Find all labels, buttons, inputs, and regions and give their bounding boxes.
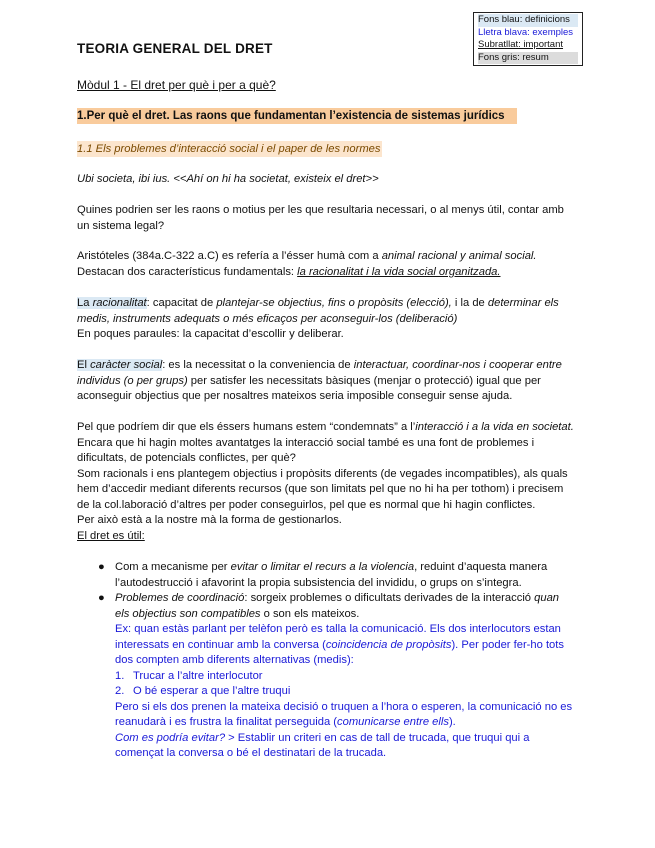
text-run-italic: determinar els medis, instruments adequats o més eficaços per aconseguir-los (deliberació) xyxy=(77,297,559,325)
text-run-important: la racionalitat i la vida social organitzada. xyxy=(297,265,501,278)
legend-box xyxy=(473,12,583,66)
text-run: Destacan dos característicus fundamentals: xyxy=(77,265,298,278)
text-run-italic: plantejar-se objectius, fins o propòsits (elecció), xyxy=(216,297,452,309)
motto: Ubi societa, ibi ius. <<Ahí on hi ha societat, existeix el dret>> xyxy=(77,173,379,185)
example-block: Pero si els dos prenen la mateixa decisió o truquen a l’hora o esperen, la comunicació no es reanudarà i es frustra la finalitat perseguida (comunicarse entre ells). Com es podría evitar? > Establir un criteri en cas de tall de trucada, que truqui qui a començat la conversa o bé el destinatari de la trucada. xyxy=(115,700,573,759)
legend-important: Subratllat: important xyxy=(478,39,564,50)
text-run: Per això està a la nostre mà la forma de gestionarlos. xyxy=(77,514,342,526)
text-run-important: El dret es útil: xyxy=(77,529,145,542)
text-run: i la de xyxy=(451,297,488,309)
module-heading: Mòdul 1 - El dret per què i per a què? xyxy=(77,78,276,92)
section-heading: 1.Per què el dret. Las raons que fundamentan l’existencia de sistemas jurídics xyxy=(77,108,517,124)
page-title: TEORIA GENERAL DEL DRET xyxy=(77,41,273,56)
condemned-paragraph xyxy=(77,420,577,544)
legend-summary: Fons gris: resum xyxy=(478,52,578,65)
text-run: Pel que podríem dir que els éssers humans estem “condemnats” a l’ xyxy=(77,421,416,433)
list-item: 2. O bé esperar a que l’altre truqui xyxy=(115,685,291,697)
legend-definitions: Fons blau: definicions xyxy=(478,14,578,27)
text-run-italic: interactuar, coordinar-nos i cooperar entre individus (o per grups) xyxy=(77,359,562,387)
list-item: ● Problemes de coordinació: sorgeix problemes o dificultats derivades de la interacció quan els objectius son compatibles o son els mateixos. xyxy=(98,592,560,620)
definition-highlight: La racionalitat xyxy=(77,297,147,309)
bullet-icon: ● xyxy=(98,561,105,573)
list-item: ● Com a mecanisme per evitar o limitar el recurs a la violencia, reduint d’aquesta manera l’autodestrucció i afavorint la propia subsistencia del invididu, o grups on s’integra. xyxy=(98,561,548,589)
social-paragraph xyxy=(77,358,577,405)
intro-paragraph: Quines podrien ser les raons o motius per les que resultaria necessari, o al menys útil, contar amb un sistema legal? xyxy=(77,204,564,232)
text-run: : es la necessitat o la conveniencia de xyxy=(162,359,354,371)
aristotle-paragraph xyxy=(77,249,577,280)
example-block: Ex: quan estàs parlant per telèfon però es talla la comunicació. Els dos interlocutors estan interessats en continuar amb la conversa (coincidencia de propòsits). Per poder fer-ho tots dos compten amb diferents alternativas (medis): xyxy=(115,623,564,666)
text-run-italic: animal racional y animal social. xyxy=(381,250,537,262)
text-run: Aristóteles (384a.C-322 a.C) es refería a l’ésser humà com a xyxy=(77,250,382,262)
text-run: En poques paraules: la capacitat d’escollir y deliberar. xyxy=(77,328,344,340)
legend-examples: Lletra blava: exemples xyxy=(478,26,574,38)
subsection-heading: 1.1 Els problemes d’interacció social i el paper de les normes xyxy=(77,143,381,155)
text-run: : capacitat de xyxy=(146,297,217,309)
text-run: Som racionals i ens plantegem objectius i propòsits diferents (de vegades incompatibles), als quals hem d’accedir mediant diferents recursos (que son limitats pel que no hi ha per tothom) i precisem de la col.laboració d’altres per poder conseguirlos, pel que es normal que hi hagin conflictes. xyxy=(77,467,568,511)
rationality-paragraph xyxy=(77,296,577,343)
text-run-italic: interacció i a la vida en societat. xyxy=(415,421,574,433)
list-item: 1. Trucar a l’altre interlocutor xyxy=(115,669,263,682)
text-run: per satisfer les necessitats bàsiques (menjar o protecció) igual que per aconseguir objectius que per nosaltres mateixos seria imposible conseguir sense ajuda. xyxy=(77,374,541,402)
text-run: Encara que hi hagin moltes avantatges la interacció social també es una font de problemes i dificultats, de potencials conflictes, per què? xyxy=(77,436,535,464)
bullet-list xyxy=(95,560,575,762)
bullet-icon: ● xyxy=(98,592,105,604)
definition-highlight: El caràcter social xyxy=(77,359,163,371)
